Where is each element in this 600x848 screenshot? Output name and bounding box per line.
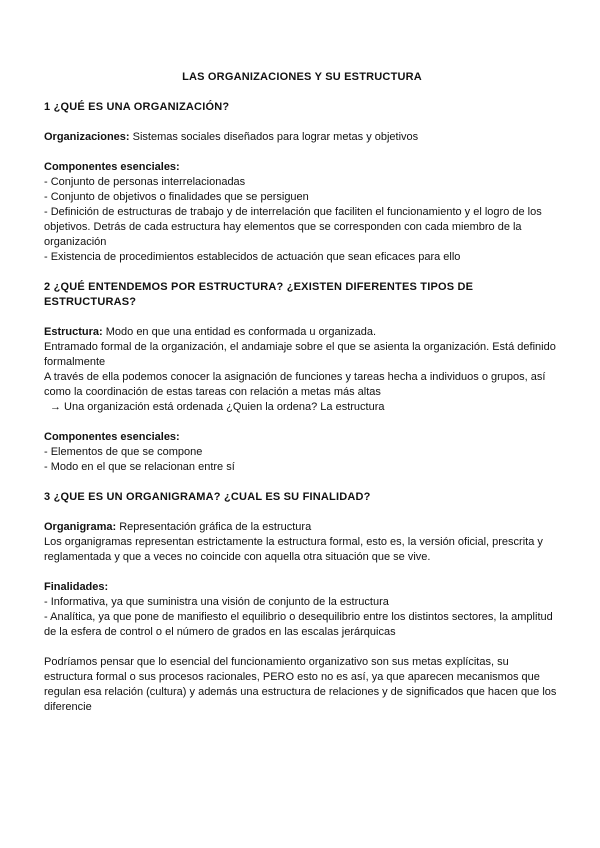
- closing-paragraph: Podríamos pensar que lo esencial del funcionamiento organizativo son sus metas explícitas, su estructura formal o sus procesos racionales, PERO esto no es así, ya que aparecen mecanismos que regulan esa relación (cultura) y además una estructura de relaciones y de significados que hacen que los diferencie: [44, 656, 557, 713]
- document-page: [44, 70, 560, 715]
- definition-text: Representación gráfica de la estructura: [116, 521, 312, 533]
- definition-label: Estructura:: [44, 326, 103, 338]
- list-item: - Elementos de que se compone: [44, 446, 203, 458]
- document-title: LAS ORGANIZACIONES Y SU ESTRUCTURA: [182, 71, 422, 83]
- list-item: - Conjunto de objetivos o finalidades que se persiguen: [44, 191, 309, 203]
- section-1-heading: 1 ¿QUÉ ES UNA ORGANIZACIÓN?: [44, 101, 230, 113]
- list-item: - Analítica, ya que pone de manifiesto el equilibrio o desequilibrio entre los distintos sectores, la amplitud de la esfera de control o el número de grados en las escalas jerárquicas: [44, 611, 553, 638]
- section-3-definition: [44, 520, 560, 535]
- list-item: - Modo en el que se relacionan entre sí: [44, 461, 235, 473]
- section-2-heading: 2 ¿QUÉ ENTENDEMOS POR ESTRUCTURA? ¿EXISTEN DIFERENTES TIPOS DE ESTRUCTURAS?: [44, 281, 474, 308]
- list-item: - Conjunto de personas interrelacionadas: [44, 176, 246, 188]
- definition-text: Modo en que una entidad es conformada u organizada.: [102, 326, 377, 338]
- list-item: - Definición de estructuras de trabajo y de interrelación que faciliten el funcionamiento y el logro de los objetivos. Detrás de cada estructura hay elementos que se corresponden con cada miembro de la organización: [44, 206, 542, 248]
- section-3-purposes-heading: Finalidades:: [44, 581, 109, 593]
- section-2-paragraph-1: Entramado formal de la organización, el andamiaje sobre el que se asienta la organización. Está definido formalmente: [44, 341, 556, 368]
- list-item: - Informativa, ya que suministra una visión de conjunto de la estructura: [44, 596, 389, 608]
- section-3-paragraph-1: Los organigramas representan estrictamente la estructura formal, esto es, la versión oficial, prescrita y reglamentada y que a veces no coincide con aquella otra situación que se vive.: [44, 536, 543, 563]
- definition-label: Organizaciones:: [44, 131, 130, 143]
- section-2-paragraph-2: A través de ella podemos conocer la asignación de funciones y tareas hecha a individuos o grupos, así como la coordinación de estas tareas con relación a metas más altas: [44, 371, 546, 398]
- definition-label: Organigrama:: [44, 521, 117, 533]
- section-2-definition: [44, 325, 560, 340]
- list-item: - Existencia de procedimientos establecidos de actuación que sean eficaces para ello: [44, 251, 461, 263]
- section-3-heading: 3 ¿QUE ES UN ORGANIGRAMA? ¿CUAL ES SU FINALIDAD?: [44, 491, 371, 503]
- section-1-definition: [44, 130, 560, 145]
- section-2-components-heading: Componentes esenciales:: [44, 431, 180, 443]
- section-2-arrow-line: → Una organización está ordenada ¿Quien la ordena? La estructura: [50, 401, 385, 413]
- section-1-components-heading: Componentes esenciales:: [44, 161, 180, 173]
- definition-text: Sistemas sociales diseñados para lograr metas y objetivos: [129, 131, 419, 143]
